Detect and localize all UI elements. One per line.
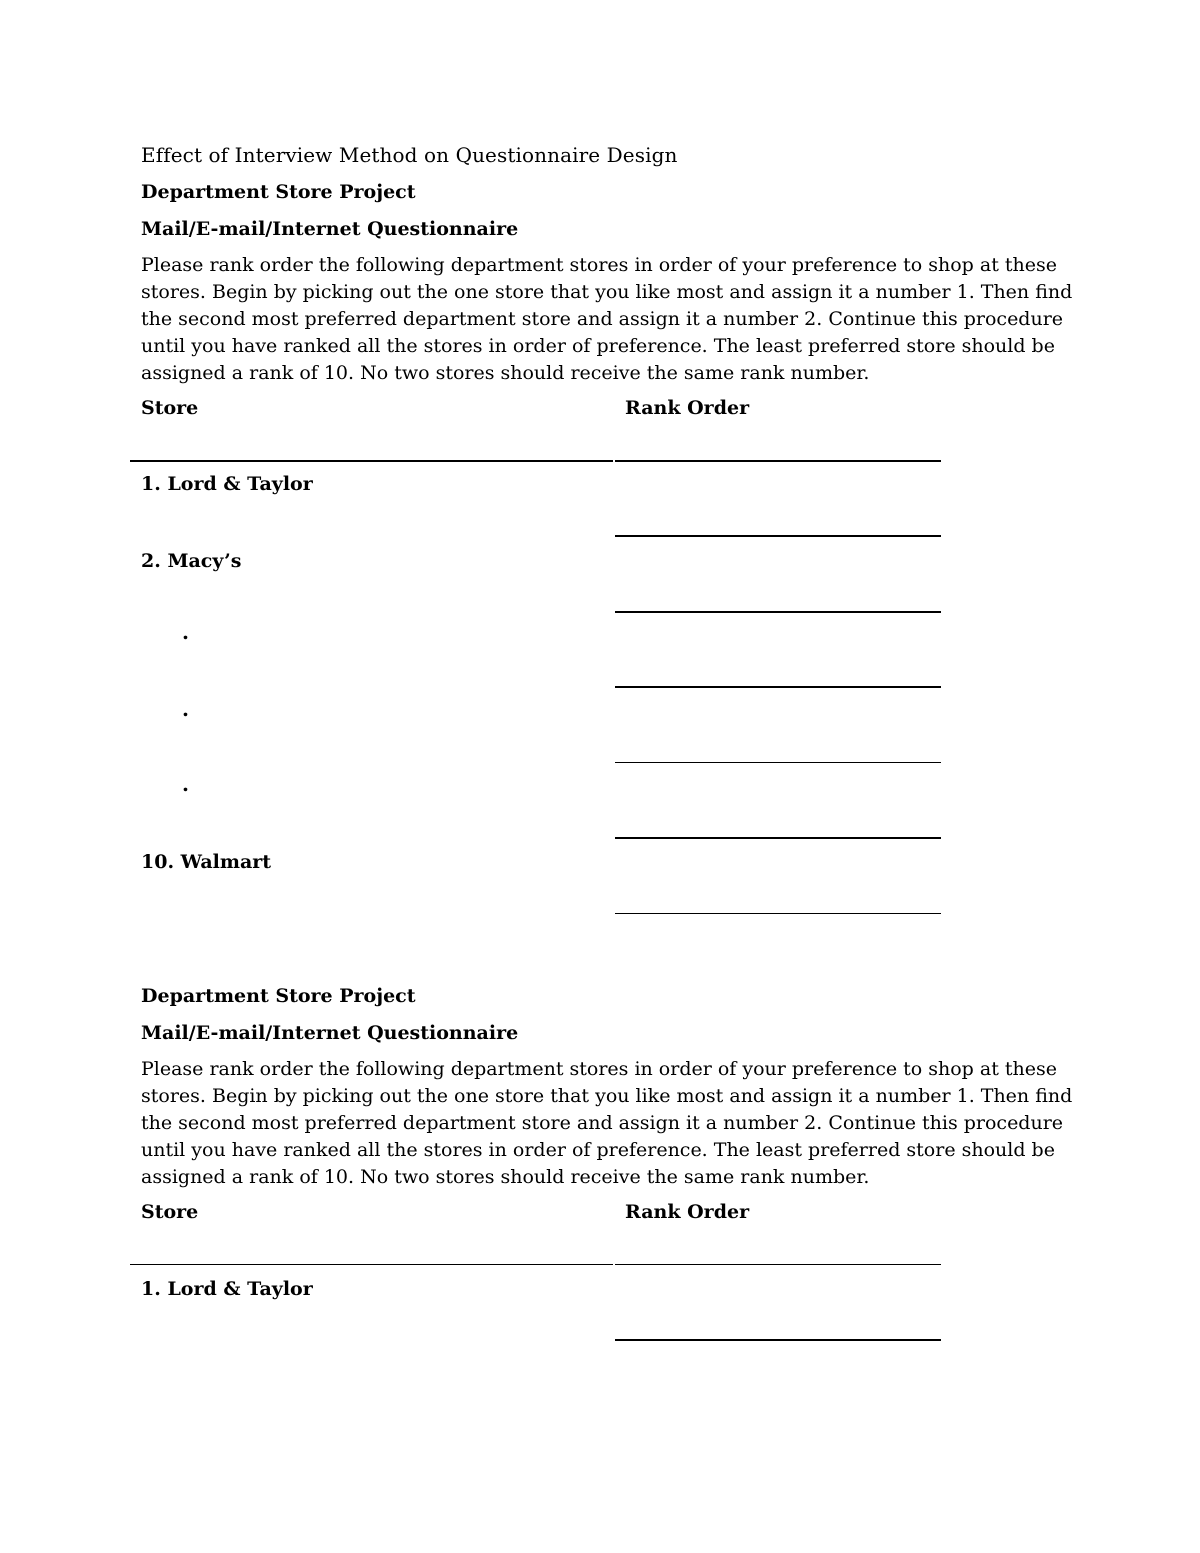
rank-header-underline xyxy=(615,460,941,462)
store-item: 2. Macy’s xyxy=(141,550,242,572)
store-column-header: Store xyxy=(141,397,199,419)
store-item: 10. Walmart xyxy=(141,851,272,873)
instructions-paragraph: Please rank order the following department stores in order of your preference to shop at these stores. Begin by picking out the one store that you like most and assign it a number 1. Then find the second most preferred department store and assign it a number 2. Continue this procedure until you have ranked all the stores in order of preference. The least preferred store should be assigned a rank of 10. No two stores should receive the same rank number. xyxy=(141,254,1073,384)
rank-header-underline xyxy=(615,1264,941,1265)
ellipsis-dot: . xyxy=(182,620,189,644)
rank-answer-line[interactable] xyxy=(615,913,941,914)
rank-answer-line[interactable] xyxy=(615,1339,941,1341)
rank-answer-line[interactable] xyxy=(615,837,941,839)
project-heading: Department Store Project xyxy=(141,181,416,203)
method-heading: Mail/E-mail/Internet Questionnaire xyxy=(141,218,519,240)
project-heading: Department Store Project xyxy=(141,985,416,1007)
method-heading: Mail/E-mail/Internet Questionnaire xyxy=(141,1022,519,1044)
ellipsis-dot: . xyxy=(182,697,189,721)
rank-column-header: Rank Order xyxy=(625,397,750,419)
document-title: Effect of Interview Method on Questionnaire Design xyxy=(141,143,678,167)
rank-answer-line[interactable] xyxy=(615,686,941,688)
rank-column-header: Rank Order xyxy=(625,1201,750,1223)
store-column-header: Store xyxy=(141,1201,199,1223)
ellipsis-dot: . xyxy=(182,772,189,796)
store-item: 1. Lord & Taylor xyxy=(141,473,313,495)
instructions-paragraph: Please rank order the following department stores in order of your preference to shop at these stores. Begin by picking out the one store that you like most and assign it a number 1. Then find the second most preferred department store and assign it a number 2. Continue this procedure until you have ranked all the stores in order of preference. The least preferred store should be assigned a rank of 10. No two stores should receive the same rank number. xyxy=(141,1058,1073,1188)
rank-answer-line[interactable] xyxy=(615,762,941,763)
store-header-underline xyxy=(130,460,613,462)
rank-answer-line[interactable] xyxy=(615,611,941,613)
store-item: 1. Lord & Taylor xyxy=(141,1278,313,1300)
store-header-underline xyxy=(130,1264,613,1265)
rank-answer-line[interactable] xyxy=(615,535,941,537)
